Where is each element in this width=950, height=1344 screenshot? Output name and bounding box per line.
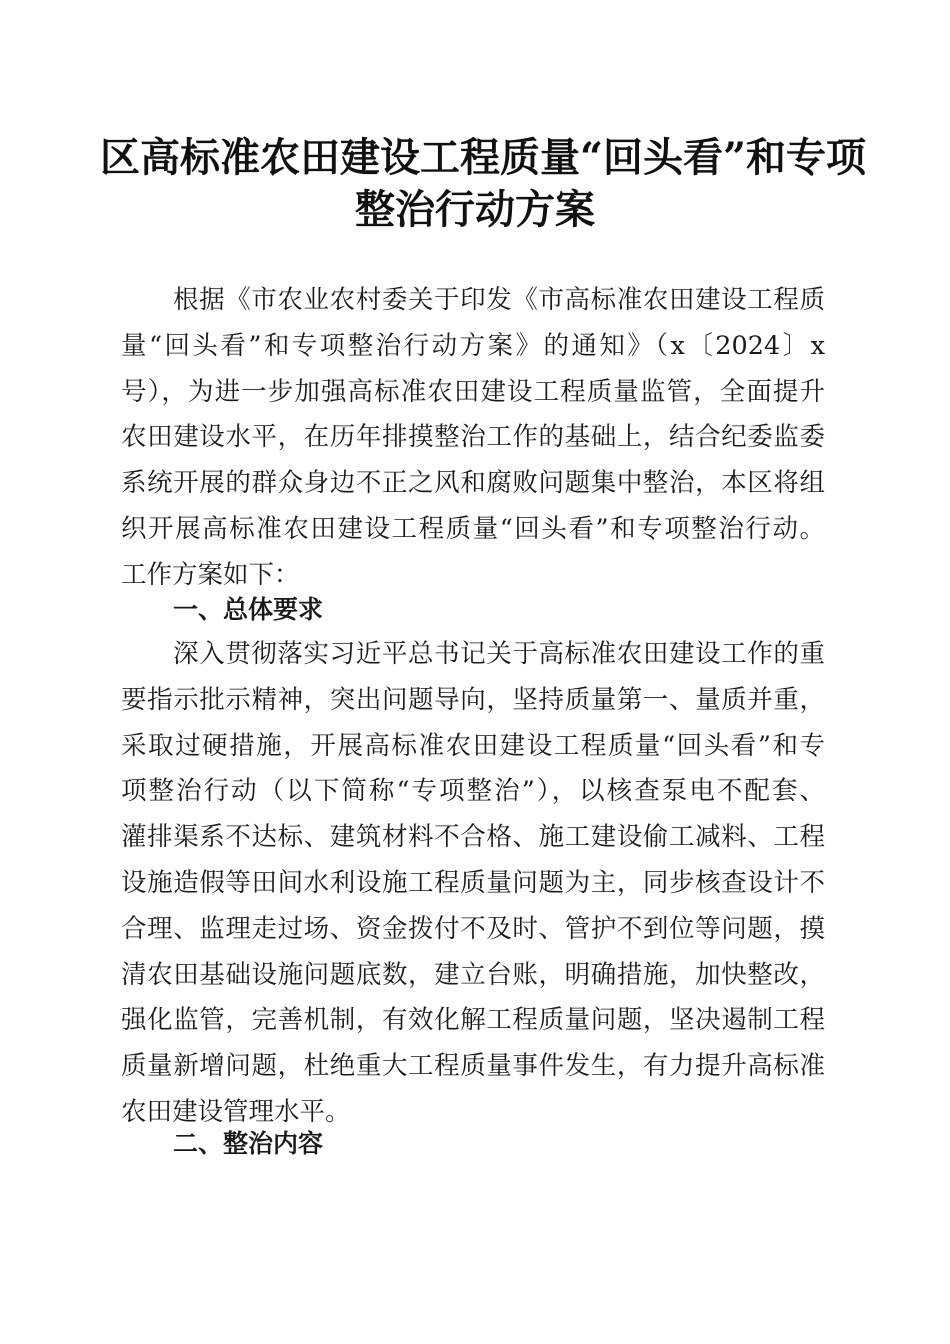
paragraph-line: 系统开展的群众身边不正之风和腐败问题集中整治，本区将组	[121, 468, 825, 499]
paragraph-line: 项整治行动（以下简称“专项整治”），以核查泵电不配套、	[121, 776, 825, 807]
section-heading-1	[121, 587, 825, 633]
section-heading-text: 二、整治内容	[173, 1129, 324, 1158]
document-title-line-1: 区高标准农田建设工程质量“回头看”和专项	[100, 134, 867, 181]
paragraph-line: 设施造假等田间水利设施工程质量问题为主，同步核查设计不	[121, 867, 825, 898]
paragraph-line: 农田建设水平，在历年排摸整治工作的基础上，结合纪委监委	[121, 422, 825, 453]
paragraph-line: 要指示批示精神，突出问题导向，坚持质量第一、量质并重，	[121, 684, 825, 715]
paragraph-general-requirements	[121, 632, 825, 1136]
paragraph-line: 质量新增问题，杜绝重大工程质量事件发生，有力提升高标准	[121, 1051, 825, 1082]
paragraph-line: 清农田基础设施问题底数，建立台账，明确措施，加快整改，	[121, 959, 825, 990]
paragraph-line: 号），为进一步加强高标准农田建设工程质量监管，全面提升	[121, 376, 825, 407]
paragraph-line: 灌排渠系不达标、建筑材料不合格、施工建设偷工减料、工程	[121, 822, 825, 853]
paragraph-line: 农田建设管理水平。	[121, 1096, 351, 1127]
document-title-line-2: 整治行动方案	[355, 186, 595, 233]
paragraph-line: 根据《市农业农村委关于印发《市高标准农田建设工程质	[173, 285, 825, 315]
section-heading-text: 一、总体要求	[173, 595, 324, 624]
paragraph-line: 量“回头看”和专项整治行动方案》的通知》（x〔2024〕x	[121, 330, 825, 361]
section-heading-2	[121, 1121, 825, 1167]
paragraph-line: 合理、监理走过场、资金拨付不及时、管护不到位等问题，摸	[121, 913, 825, 944]
paragraph-line: 采取过硬措施，开展高标准农田建设工程质量“回头看”和专	[121, 730, 825, 761]
paragraph-line: 深入贯彻落实习近平总书记关于高标准农田建设工作的重	[173, 639, 825, 669]
paragraph-line: 强化监管，完善机制，有效化解工程质量问题，坚决遏制工程	[121, 1005, 825, 1036]
paragraph-line: 织开展高标准农田建设工程质量“回头看”和专项整治行动。	[121, 513, 825, 544]
paragraph-line: 工作方案如下：	[121, 559, 300, 590]
paragraph-intro	[121, 278, 825, 599]
